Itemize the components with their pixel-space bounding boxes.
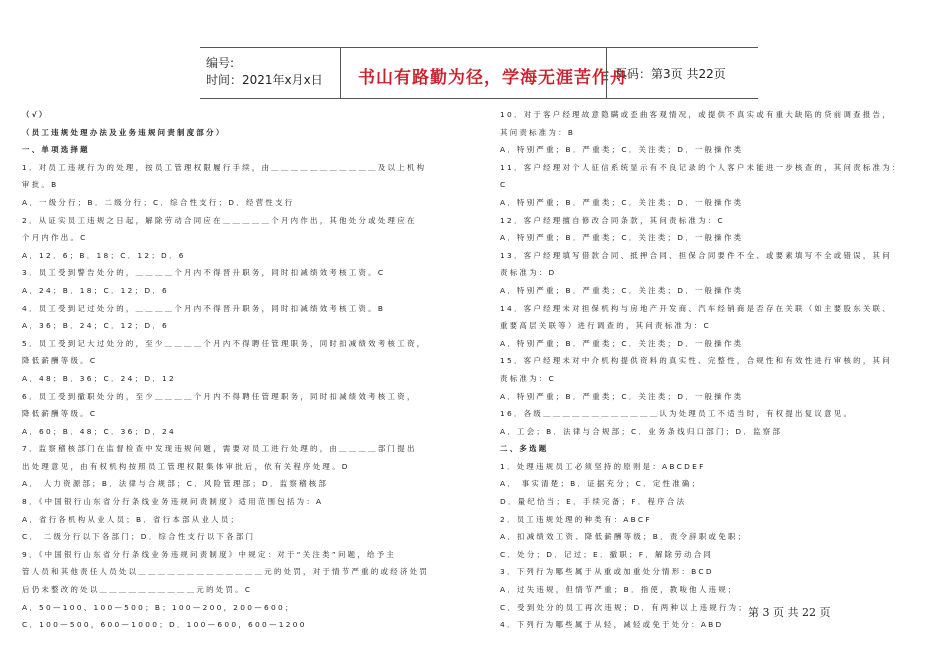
text-line: C bbox=[500, 180, 508, 190]
text-line: A．特别严重；B．严重类；C．关注类；D．一般操作类 bbox=[500, 233, 744, 243]
right-column bbox=[500, 106, 940, 634]
text-line: A．工会；B．法律与合规部；C．业务条线归口部门；D．监察部 bbox=[500, 426, 783, 436]
text-line: 审批。B bbox=[22, 180, 59, 190]
text-line: 5．员工受到记大过处分的，至少＿＿＿＿个月内不得聘任管理职务，同时扣减绩效考核工资， bbox=[22, 338, 427, 348]
text-line: 7．监察稽核部门在监督检查中发现违规问题，需要对员工进行处理的，由＿＿＿＿部门提出 bbox=[22, 444, 417, 454]
text-line: 其问责标准为：B bbox=[500, 127, 576, 137]
text-line: C．处分；D．记过；E．撤职；F．解除劳动合同 bbox=[500, 549, 714, 559]
text-line: 二、多选题 bbox=[500, 444, 549, 454]
code-label: 编号: bbox=[206, 56, 235, 70]
text-line: 后仍未整改的处以＿＿＿＿＿＿＿＿＿＿元的处罚。C bbox=[22, 585, 253, 595]
text-line: 4．下列行为哪些属于从轻，减轻或免于处分：ABD bbox=[500, 620, 724, 630]
text-line: 重要高层关联等）进行调查的，其问责标准为：C bbox=[500, 321, 711, 331]
text-line: 责标准为：D bbox=[500, 268, 557, 278]
text-line: 15．客户经理未对中介机构提供资料的真实性、完整性，合规性和有效性进行审核的，其问 bbox=[500, 356, 892, 366]
text-line: 11．客户经理对个人征信系统显示有不良记录的个人客户未能进一步核查的，其问责标准为： bbox=[500, 162, 902, 172]
text-line: 16．各级＿＿＿＿＿＿＿＿＿＿＿＿认为处理员工不适当时，有权提出复议意见。 bbox=[500, 409, 854, 419]
text-line: 6．员工受到撤职处分的，至少＿＿＿＿个月内不得聘任管理职务，同时扣减绩效考核工资， bbox=[22, 391, 417, 401]
left-column bbox=[22, 106, 472, 634]
text-line: 3．下列行为哪些属于从重或加重处分情形：BCD bbox=[500, 567, 714, 577]
text-line: A． 人力资源部；B．法律与合规部；C．风险管理部；D．监察稽核部 bbox=[22, 479, 329, 489]
text-line: A．扣减绩效工资、降低薪酬等级；B．责令辞职或免职； bbox=[500, 532, 748, 542]
page-footer: 第 3 页 共 22 页 bbox=[748, 606, 831, 619]
text-line: C．受到处分的员工再次违规；D．有两种以上违规行为； bbox=[500, 602, 749, 612]
text-line: A．省行各机构从业人员；B．省行本部从业人员； bbox=[22, 514, 241, 524]
text-line: 个月内作出。C bbox=[22, 233, 88, 243]
text-line: A．24；B．18；C．12；D．6 bbox=[22, 285, 170, 295]
text-line: 出处理意见，由有权机构按照员工管理权限集体审批后，依有关程序处理。D bbox=[22, 461, 350, 471]
text-line: A．特别严重；B．严重类；C．关注类；D．一般操作类 bbox=[500, 285, 744, 295]
text-line: 8．《中国银行山东省分行条线业务违规问责制度》适用范围包括为：A bbox=[22, 497, 324, 507]
text-line: A．过失违规，但情节严重；B．指使，教唆他人违规； bbox=[500, 585, 738, 595]
motto-title: 书山有路勤为径，学海无涯苦作舟 bbox=[358, 68, 628, 88]
text-line: A．特别严重；B．严重类；C．关注类；D．一般操作类 bbox=[500, 197, 744, 207]
text-line: 责标准为：C bbox=[500, 373, 556, 383]
text-line: 降低薪酬等级。C bbox=[22, 356, 98, 366]
page-number-label: 页码：第3页 共22页 bbox=[615, 67, 726, 81]
text-line: 4．员工受到记过处分的，＿＿＿＿个月内不得晋升职务，同时扣减绩效考核工资。B bbox=[22, 303, 386, 313]
text-line: A．48；B．36；C．24；D．12 bbox=[22, 373, 177, 383]
time-label: 时间：2021年x月x日 bbox=[206, 73, 323, 87]
text-line: A．36；B．24；C．12；D．6 bbox=[22, 321, 170, 331]
text-line: A． 事实清楚；B．证据充分；C．定性准确； bbox=[500, 479, 702, 489]
text-line: C．100—500，600—1000；D．100—600，600—1200 bbox=[22, 620, 307, 630]
text-line: 1．处理违规员工必须坚持的原则是：ABCDEF bbox=[500, 461, 706, 471]
text-line: （√） bbox=[22, 110, 49, 119]
text-line: A．特别严重；B．严重类；C．关注类；D．一般操作类 bbox=[500, 391, 744, 401]
text-line: 10．对于客户经理故意隐瞒或歪曲客观情况，或提供不真实或有重大缺陷的贷前调查报告， bbox=[500, 110, 892, 119]
text-line: A．50—100、100—500；B；100—200，200—600； bbox=[22, 602, 295, 612]
text-line: A．12．6；B．18；C．12；D．6 bbox=[22, 250, 186, 260]
text-line: 一、单项选择题 bbox=[22, 145, 90, 155]
text-line: A．特别严重；B．严重类；C．关注类；D．一般操作类 bbox=[500, 338, 744, 348]
page-header bbox=[200, 47, 758, 99]
text-line: 12．客户经理擅自修改合同条款，其问责标准为：C bbox=[500, 215, 725, 225]
text-line: C． 二级分行以下各部门；D．综合性支行以下各部门 bbox=[22, 532, 256, 542]
text-line: 9．《中国银行山东省分行条线业务违规问责制度》中规定：对于“关注类”问题，给予主 bbox=[22, 549, 397, 559]
text-line: A．一级分行；B．二级分行；C．综合性支行；D．经营性支行 bbox=[22, 197, 295, 207]
text-line: 1．对员工违规行为的处理，按员工管理权限履行手续，由＿＿＿＿＿＿＿＿＿＿＿及以上机构 bbox=[22, 162, 427, 172]
text-line: A．60；B．48；C．36；D．24 bbox=[22, 426, 177, 436]
header-meta-cell bbox=[200, 48, 341, 98]
text-line: 2．员工违规处理的种类有：ABCF bbox=[500, 514, 652, 524]
text-line: 3．员工受到警告处分的，＿＿＿＿个月内不得晋升职务，同时扣减绩效考核工资。C bbox=[22, 268, 386, 278]
text-line: 降低薪酬等级。C bbox=[22, 409, 98, 419]
text-line: 14．客户经理未对担保机构与房地产开发商、汽车经销商是否存在关联（如主要股东关联、 bbox=[500, 303, 892, 313]
header-page-cell bbox=[606, 48, 759, 98]
text-line: 13．客户经理填写借款合同、抵押合同、担保合同要件不全、或要素填写不全或错误，其问 bbox=[500, 250, 892, 260]
text-line: D．量纪恰当；E．手续完备；F．程序合法 bbox=[500, 497, 687, 507]
text-line: 管人员和其他责任人员处以＿＿＿＿＿＿＿＿＿＿＿＿＿元的处罚，对于情节严重的或经济处罚 bbox=[22, 567, 430, 577]
text-line: （员工违规处理办法及业务违规问责制度部分） bbox=[22, 127, 226, 137]
text-line: 2．从证实员工违规之日起，解除劳动合同应在＿＿＿＿＿个月内作出，其他处分或处理应在 bbox=[22, 215, 417, 225]
text-line: A．特别严重；B．严重类；C．关注类；D．一般操作类 bbox=[500, 145, 744, 155]
